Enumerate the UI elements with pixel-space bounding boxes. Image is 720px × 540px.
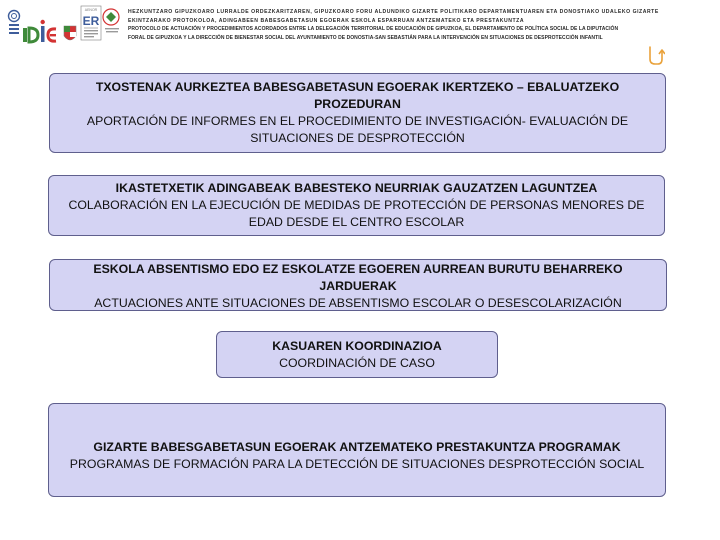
box-subtitle: ACTUACIONES ANTE SITUACIONES DE ABSENTISMO ESCOLAR O DESESCOLARIZACIÓN: [94, 295, 622, 310]
institution-logos: [6, 4, 124, 46]
box-title: ESKOLA ABSENTISMO EDO EZ ESKOLATZE EGOEREN AURREAN BURUTU BEHARREKO JARDUERAK: [93, 261, 623, 293]
er-certification-icon: [81, 6, 101, 40]
svg-text:AENOR: AENOR: [84, 8, 98, 12]
box-title: GIZARTE BABESGABETASUN EGOERAK ANTZEMATEKO PRESTAKUNTZA PROGRAMAK: [93, 440, 621, 454]
box-subtitle: COORDINACIÓN DE CASO: [279, 355, 435, 370]
protocol-header: [128, 8, 716, 42]
ring-logo-icon: [9, 11, 20, 35]
er-logo-text: ER: [82, 14, 100, 28]
procedure-box-reports[interactable]: [49, 73, 666, 153]
box-title: TXOSTENAK AURKEZTEA BABESGABETASUN EGOERAK IKERTZEKO – EBALUATZEKO PROZEDURAN: [95, 80, 620, 111]
return-arrow-icon[interactable]: [647, 44, 665, 66]
die-logo-icon: [23, 20, 56, 42]
procedure-box-case-coordination[interactable]: [216, 331, 498, 378]
box-subtitle: PROGRAMAS DE FORMACIÓN PARA LA DETECCIÓN DE SITUACIONES DESPROTECCIÓN SOCIAL: [69, 457, 645, 471]
box-title: KASUAREN KOORDINAZIOA: [272, 338, 442, 353]
department-seal-icon: [103, 9, 119, 32]
header-line-2: EKINTZARAKO PROTOKOLOA, ADINGABEEN BABESGABETASUN EGOERAK ESKOLA ESPARRUAN ANTZEMATEKO ETA PRESTAKUNTZA: [128, 17, 525, 24]
procedure-box-training-programs[interactable]: [48, 403, 666, 497]
box-subtitle: COLABORACIÓN EN LA EJECUCIÓN DE MEDIDAS DE PROTECCIÓN DE PERSONAS MENORES DE EDAD DESDE EL CENTRO ESCOLAR: [68, 198, 645, 229]
coat-of-arms-icon: [64, 26, 76, 40]
box-title: IKASTETXETIK ADINGABEAK BABESTEKO NEURRIAK GAUZATZEN LAGUNTZEA: [115, 181, 598, 195]
header-line-3: PROTOCOLO DE ACTUACIÓN Y PROCEDIMIENTOS ACORDADOS ENTRE LA DELEGACIÓN TERRITORIAL DE EDUCACIÓN DE GIPUZKOA, EL DEPARTAMENTO DE POLÍTICA SOCIAL DE LA DIPUTACIÓN: [128, 26, 619, 33]
header-line-4: FORAL DE GIPUZKOA Y LA DIRECCIÓN DE BIENESTAR SOCIAL DEL AYUNTAMIENTO DE DONOSTIA-SAN SEBASTIÁN PARA LA INTERVENCIÓN EN SITUACIONES DE DESPROTECCIÓN INFANTIL: [128, 34, 603, 41]
procedure-box-absenteeism[interactable]: [49, 259, 667, 311]
header-line-1: HEZKUNTZARO GIPUZKOARO LURRALDE ORDEZKARITZAREN, GIPUZKOARO FORU ALDUNDIKO GIZARTE POLITIKARO DEPARTAMENTUAREN ETA DONOSTIAKO UDALEKO GIZARTE: [128, 9, 659, 15]
logo-group: [6, 4, 124, 46]
procedure-box-protection-measures[interactable]: [48, 175, 665, 236]
box-subtitle: APORTACIÓN DE INFORMES EN EL PROCEDIMIENTO DE INVESTIGACIÓN- EVALUACIÓN DE SITUACIONES DE DESPROTECCIÓN: [86, 114, 629, 145]
